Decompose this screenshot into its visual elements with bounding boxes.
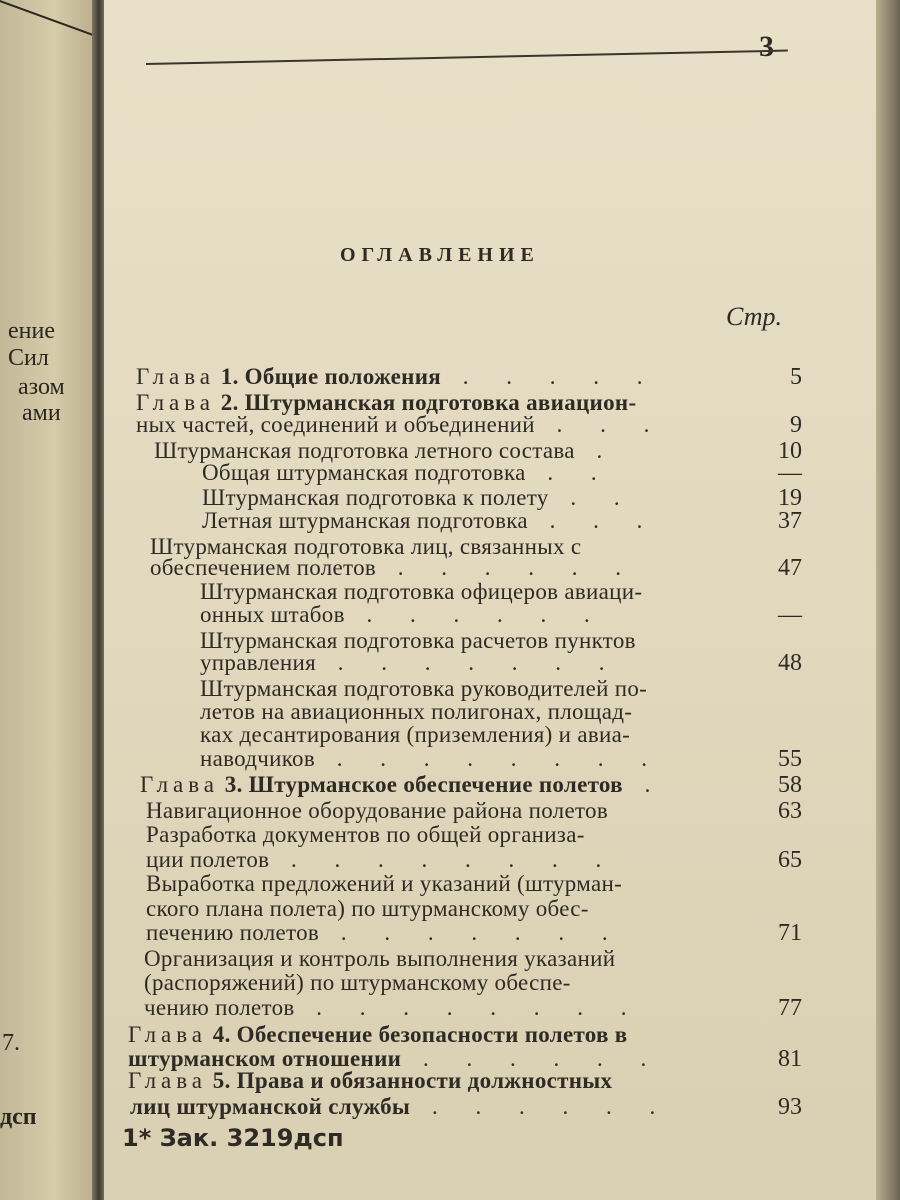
left-page-fragment: азом [18,374,65,400]
leader-dots: . . . [527,508,659,533]
left-page-rule [0,0,94,36]
toc-entry-text: 5. Права и обязанности должностных [212,1068,613,1093]
left-page-fragment: Сил [8,345,49,371]
toc-page-ref: 71 [778,920,802,946]
toc-entry-text: Штурманская подготовка расчетов пунктов [200,628,636,653]
left-page-fragment: ение [8,318,55,344]
toc-title: ОГЛАВЛЕНИЕ [340,244,540,266]
page-edge [874,0,900,1200]
toc-line [130,1092,802,1122]
chapter-keyword: Глава [128,1022,208,1047]
left-page-fragment: ами [22,400,61,426]
left-page-fragment: дсп [0,1104,37,1130]
toc-page-ref: — [778,602,802,628]
chapter-keyword: Глава [136,390,216,415]
toc-page-ref: 63 [778,798,802,824]
chapter-keyword: Глава [136,364,216,389]
toc-entry-text: Общая штурманская подготовка [202,460,526,485]
left-page-fragment: 7. [2,1030,20,1056]
leader-dots: . . . . . . . . [294,995,643,1020]
toc-entry-text: летов на авиационных полигонах, площад- [200,699,633,724]
leader-dots: . . [548,485,636,510]
toc-entry-text: Организация и контроль выполнения указаний [144,946,616,971]
toc-page-ref: 93 [778,1094,802,1120]
leader-dots: . . . . . . . [315,650,621,675]
toc-entry-text: Разработка документов по общей организа- [146,822,585,847]
leader-dots: . [574,438,619,463]
toc-page-ref: 81 [778,1046,802,1072]
toc-entry-text: Выработка предложений и указаний (штурман- [146,871,623,896]
toc-entry-text: ции полетов [146,847,270,872]
leader-dots: . . [525,460,613,485]
toc-page-ref: — [778,460,802,486]
toc-entry-text: печению полетов [146,920,320,945]
toc-entry-text: чению полетов [144,995,295,1020]
toc-entry-text: Штурманская подготовка лиц, связанных с [150,534,582,559]
toc-entry-text: Штурманская подготовка офицеров авиаци- [200,579,643,604]
toc-page-ref: 58 [778,772,802,798]
toc-entry-text: обеспечением полетов [150,555,377,580]
toc-entry-text: 3. Штурманское обеспечение полетов [224,772,623,797]
leader-dots: . . . . . . [401,1046,663,1071]
page-column-label: Стр. [726,302,782,331]
toc-entry-text: Штурманская подготовка руководителей по- [200,676,648,701]
leader-dots: . . . . . . . [319,920,624,945]
toc-entry-text: 4. Обеспечение безопасности полетов в [212,1022,628,1047]
toc-page-ref: 10 [778,438,802,464]
chapter-keyword: Глава [128,1068,208,1093]
toc-page [104,0,876,1200]
toc-page-ref: 55 [778,746,802,772]
toc-page-ref: 37 [778,508,802,534]
toc-line [144,993,802,1023]
opposite-page [0,0,98,1200]
toc-entry-text: наводчиков [200,746,316,771]
toc-entry-text: 1. Общие положения [220,364,442,389]
toc-entry-text: ского плана полета) по штурманскому обес- [146,896,589,921]
leader-dots: . . . . . . [410,1094,672,1119]
page-number: 3 [759,30,774,63]
toc-page-ref: 77 [778,995,802,1021]
toc-entry-text: онных штабов [200,602,345,627]
toc-entry-text: 2. Штурманская подготовка авиацион- [220,390,637,415]
toc-entry-text: лиц штурманской службы [130,1094,411,1119]
toc-entry-text: Штурманская подготовка к полету [202,485,549,510]
chapter-keyword: Глава [140,772,220,797]
toc-entry-text: ных частей, соединений и объединений [136,412,535,437]
toc-page-ref: 19 [778,485,802,511]
toc-page-ref: 9 [790,412,802,438]
leader-dots: . . . . . . . . [315,746,664,771]
leader-dots: . . . . . [441,364,659,389]
toc-entry-text: ках десантирования (приземления) и авиа- [200,722,631,747]
toc-entry-text: Навигационное оборудование района полетов [146,798,608,823]
toc-entry-text: Летная штурманская подготовка [202,508,528,533]
toc-page-ref: 47 [778,555,802,581]
printer-imprint: 1* Зак. 3219дсп [122,1124,344,1152]
toc-entry-text: (распоряжений) по штурманскому обеспе- [144,970,571,995]
toc-entry-text: управления [200,650,316,675]
leader-dots: . . . . . . [344,602,606,627]
toc-page-ref: 65 [778,847,802,873]
toc-entry-text: штурманском отношении [128,1046,402,1071]
toc-page-ref: 5 [790,364,802,390]
toc-page-ref: 48 [778,650,802,676]
leader-dots: . [622,772,667,797]
header-rule [146,50,788,65]
leader-dots: . . . [534,412,666,437]
leader-dots: . . . . . . . . [269,847,618,872]
toc-entry-text: Штурманская подготовка летного состава [154,438,575,463]
leader-dots: . . . . . . [376,555,638,580]
